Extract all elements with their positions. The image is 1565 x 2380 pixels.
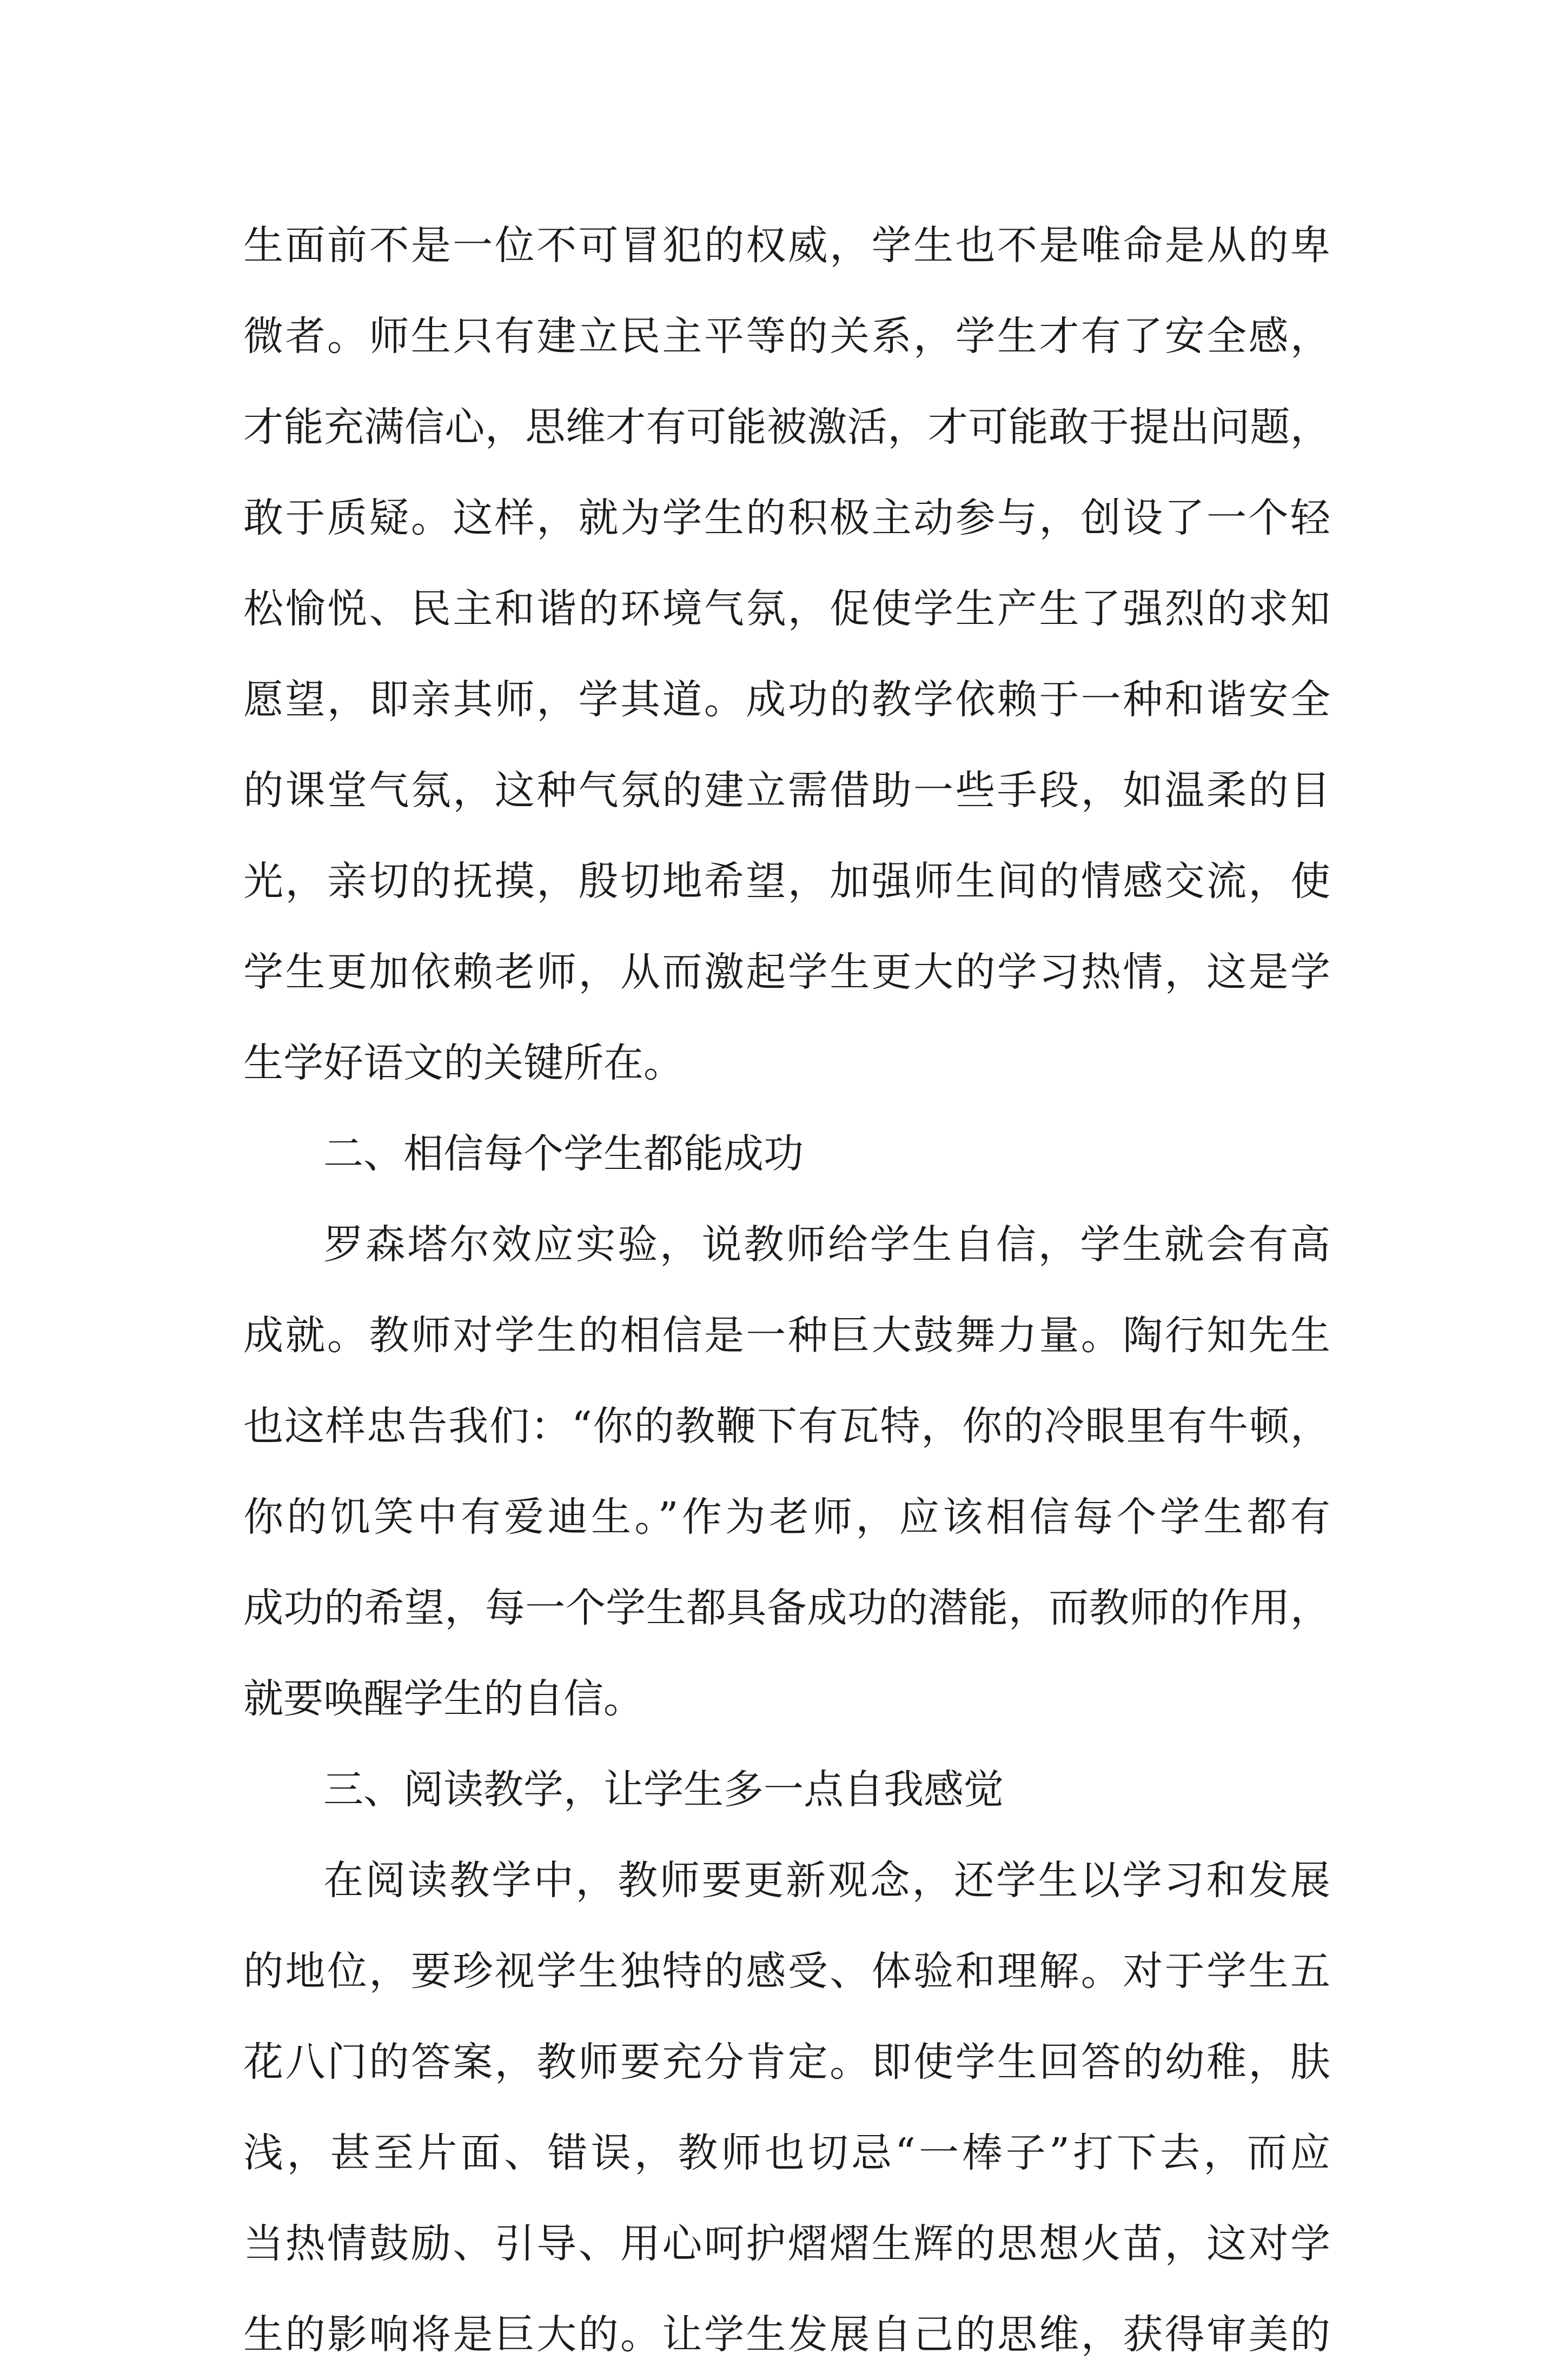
text-line: 生的影响将是巨大的。让学生发展自己的思维，获得审美的 (243, 2311, 1330, 2358)
text-line: 罗森塔尔效应实验，说教师给学生自信，学生就会有高 (323, 1221, 1330, 1268)
text-line: 成功的希望，每一个学生都具备成功的潜能，而教师的作用， (243, 1585, 1330, 1631)
text-line: 也这样忠告我们：“你的教鞭下有瓦特，你的冷眼里有牛顿， (243, 1403, 1330, 1450)
document-body (243, 200, 1330, 2380)
section-heading: 三、阅读教学，让学生多一点自我感觉 (323, 1766, 1004, 1813)
text-line: 在阅读教学中，教师要更新观念，还学生以学习和发展 (323, 1857, 1330, 1904)
text-line: 当热情鼓励、引导、用心呵护熠熠生辉的思想火苗，这对学 (243, 2221, 1330, 2267)
text-line: 生面前不是一位不可冒犯的权威，学生也不是唯命是从的卑 (243, 222, 1330, 269)
text-line: 的地位，要珍视学生独特的感受、体验和理解。对于学生五 (243, 1948, 1330, 1995)
text-line: 才能充满信心，思维才有可能被激活，才可能敢于提出问题， (243, 404, 1330, 450)
text-line: 就要唤醒学生的自信。 (243, 1676, 644, 1722)
text-line: 浅，甚至片面、错误，教师也切忌“一棒子”打下去，而应 (243, 2130, 1330, 2176)
text-line: 学生更加依赖老师，从而激起学生更大的学习热情，这是学 (243, 949, 1330, 995)
section-heading: 二、相信每个学生都能成功 (323, 1131, 804, 1177)
text-line: 生学好语文的关键所在。 (243, 1040, 684, 1086)
text-line: 敢于质疑。这样，就为学生的积极主动参与，创设了一个轻 (243, 495, 1330, 541)
text-line: 花八门的答案，教师要充分肯定。即使学生回答的幼稚，肤 (243, 2039, 1330, 2085)
text-line: 光，亲切的抚摸，殷切地希望，加强师生间的情感交流，使 (243, 858, 1330, 905)
text-line: 愿望，即亲其师，学其道。成功的教学依赖于一种和谐安全 (243, 676, 1330, 723)
text-line: 松愉悦、民主和谐的环境气氛，促使学生产生了强烈的求知 (243, 586, 1330, 632)
text-line: 你的饥笑中有爱迪生。”作为老师，应该相信每个学生都有 (243, 1494, 1330, 1540)
text-line: 的课堂气氛，这种气氛的建立需借助一些手段，如温柔的目 (243, 767, 1330, 814)
text-line: 微者。师生只有建立民主平等的关系，学生才有了安全感， (243, 313, 1330, 360)
text-line: 成就。教师对学生的相信是一种巨大鼓舞力量。陶行知先生 (243, 1312, 1330, 1359)
